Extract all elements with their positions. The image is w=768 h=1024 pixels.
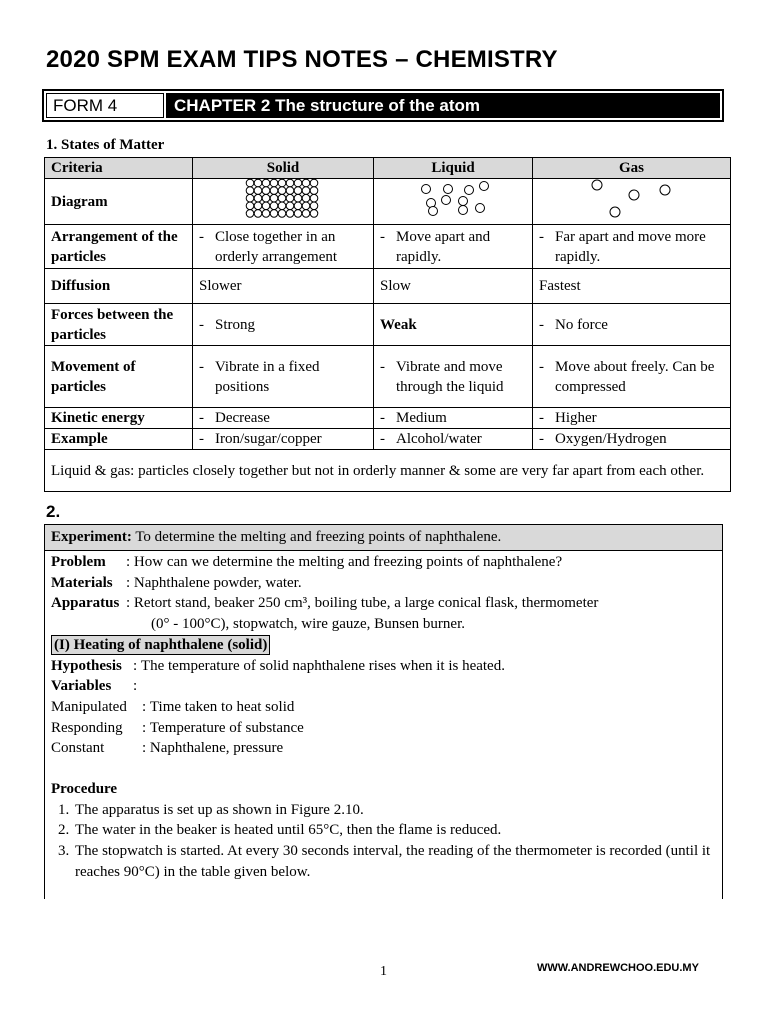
solid-particle <box>254 202 262 210</box>
solid-particle <box>286 202 294 210</box>
document-title: 2020 SPM EXAM TIPS NOTES – CHEMISTRY <box>46 46 558 73</box>
row-label: Movement of particles <box>45 346 193 408</box>
section-number-2: 2. <box>46 502 61 521</box>
table-cell: - Strong <box>193 304 374 346</box>
table-note: Liquid & gas: particles closely together but not in orderly manner & some are very far apart from each other. <box>45 450 731 492</box>
solid-particle <box>270 202 278 210</box>
table-cell: Weak <box>374 304 533 346</box>
form-label: FORM 4 <box>46 93 164 118</box>
apparatus-text: Retort stand, beaker 250 cm³, boiling tube, a large conical flask, thermometer <box>133 595 599 612</box>
chapter-title: CHAPTER 2 The structure of the atom <box>166 93 720 118</box>
manipulated-label: Manipulated <box>51 698 127 715</box>
solid-particle <box>262 187 270 195</box>
procedure-step: 3. The stopwatch is started. At every 30 seconds interval, the reading of the thermometer is recorded (until it reaches 90°C) in the table given below. <box>73 841 716 882</box>
solid-particle <box>254 187 262 195</box>
solid-particle <box>294 202 302 210</box>
table-cell: Fastest <box>533 269 731 304</box>
apparatus-line: Apparatus : Retort stand, beaker 250 cm³, boiling tube, a large conical flask, thermometer <box>51 593 716 614</box>
hypothesis-label: Hypothesis <box>51 657 122 674</box>
experiment-box <box>44 524 723 899</box>
column-header: Solid <box>193 158 374 179</box>
subheading-line <box>51 635 716 656</box>
responding-line: Responding : Temperature of substance <box>51 718 716 739</box>
table-cell: - Medium <box>374 408 533 429</box>
table-cell: - Iron/sugar/copper <box>193 429 374 450</box>
solid-particle <box>302 179 310 187</box>
solid-particle <box>246 210 254 218</box>
row-label: Diffusion <box>45 269 193 304</box>
experiment-body <box>45 551 722 884</box>
table-cell: - Move about freely. Can be compressed <box>533 346 731 408</box>
solid-particle <box>310 179 318 187</box>
table-cell: - Move apart and rapidly. <box>374 225 533 269</box>
table-row <box>45 304 731 346</box>
table-cell: - Alcohol/water <box>374 429 533 450</box>
constant-text: Naphthalene, pressure <box>149 740 284 757</box>
chapter-bar <box>42 89 724 122</box>
solid-particle <box>302 194 310 202</box>
apparatus-line-2: (0° - 100°C), stopwatch, wire gauze, Bunsen burner. <box>151 616 466 633</box>
solid-particle <box>294 210 302 218</box>
solid-particle <box>278 210 286 218</box>
materials-label: Materials <box>51 574 113 591</box>
variables-line: Variables : <box>51 676 716 697</box>
solid-particle <box>246 179 254 187</box>
solid-particle <box>278 194 286 202</box>
procedure-heading: Procedure <box>51 781 118 798</box>
row-label: Kinetic energy <box>45 408 193 429</box>
solid-particle <box>254 210 262 218</box>
problem-line: Problem : How can we determine the melting and freezing points of naphthalene? <box>51 552 716 573</box>
solid-particle <box>278 179 286 187</box>
solid-particles-diagram-image <box>193 179 373 218</box>
liquid-particles-diagram-image <box>374 179 532 218</box>
solid-particle <box>286 210 294 218</box>
solid-particle <box>246 194 254 202</box>
responding-label: Responding <box>51 719 123 736</box>
table-cell: - No force <box>533 304 731 346</box>
liquid-particles-diagram <box>374 179 533 225</box>
materials-line: Materials : Naphthalene powder, water. <box>51 573 716 594</box>
constant-label: Constant <box>51 740 105 757</box>
table-cell: - Vibrate in a fixed positions <box>193 346 374 408</box>
website-footer: WWW.ANDREWCHOO.EDU.MY <box>537 962 699 974</box>
solid-particle <box>286 194 294 202</box>
states-of-matter-table <box>44 157 731 492</box>
solid-particle <box>270 194 278 202</box>
variables-label: Variables <box>51 678 112 695</box>
procedure-step: 2. The water in the beaker is heated until 65°C, then the flame is reduced. <box>73 820 716 841</box>
solid-particle <box>302 210 310 218</box>
table-cell: Slower <box>193 269 374 304</box>
experiment-title: To determine the melting and freezing points of naphthalene. <box>135 529 502 545</box>
row-label: Diagram <box>45 179 193 225</box>
solid-particle <box>302 187 310 195</box>
table-cell: - Oxygen/Hydrogen <box>533 429 731 450</box>
solid-particles-diagram <box>193 179 374 225</box>
table-row <box>45 179 731 225</box>
row-label: Example <box>45 429 193 450</box>
materials-text: Naphthalene powder, water. <box>133 574 302 591</box>
solid-particle <box>246 202 254 210</box>
problem-label: Problem <box>51 554 106 570</box>
solid-particle <box>278 202 286 210</box>
solid-particle <box>310 187 318 195</box>
gas-particles-diagram-image <box>533 179 730 218</box>
solid-particle <box>262 194 270 202</box>
table-row <box>45 225 731 269</box>
table-row <box>45 429 731 450</box>
solid-particle <box>294 179 302 187</box>
solid-particle <box>270 210 278 218</box>
procedure-list <box>51 800 716 883</box>
problem-text: How can we determine the melting and freezing points of naphthalene? <box>133 554 563 570</box>
procedure-step: 1. The apparatus is set up as shown in Figure 2.10. <box>73 800 716 821</box>
solid-particle <box>310 194 318 202</box>
table-cell: - Far apart and move more rapidly. <box>533 225 731 269</box>
solid-particle <box>310 210 318 218</box>
hypothesis-line: Hypothesis : The temperature of solid naphthalene rises when it is heated. <box>51 656 716 677</box>
table-header-row <box>45 158 731 179</box>
solid-particle <box>302 202 310 210</box>
solid-particle <box>270 179 278 187</box>
table-cell: - Decrease <box>193 408 374 429</box>
solid-particle <box>262 179 270 187</box>
solid-particle <box>262 210 270 218</box>
hypothesis-text: The temperature of solid naphthalene rises when it is heated. <box>140 657 505 674</box>
solid-particle <box>254 179 262 187</box>
section-heading-states: 1. States of Matter <box>46 137 165 153</box>
heating-subheading: (I) Heating of naphthalene (solid) <box>51 635 270 655</box>
row-label: Arrangement of the particles <box>45 225 193 269</box>
manipulated-text: Time taken to heat solid <box>149 698 295 715</box>
solid-particle <box>286 187 294 195</box>
table-row <box>45 269 731 304</box>
manipulated-line: Manipulated : Time taken to heat solid <box>51 697 716 718</box>
solid-particle <box>270 187 278 195</box>
solid-particle <box>262 202 270 210</box>
table-cell: - Higher <box>533 408 731 429</box>
table-row <box>45 346 731 408</box>
table-cell: - Close together in an orderly arrangement <box>193 225 374 269</box>
table-cell: Slow <box>374 269 533 304</box>
apparatus-label: Apparatus <box>51 595 120 612</box>
table-row <box>45 408 731 429</box>
solid-particle <box>278 187 286 195</box>
solid-particle <box>294 194 302 202</box>
table-cell: - Vibrate and move through the liquid <box>374 346 533 408</box>
solid-particle <box>310 202 318 210</box>
experiment-header <box>45 525 722 551</box>
responding-text: Temperature of substance <box>149 719 304 736</box>
experiment-label: Experiment: <box>51 529 132 545</box>
row-label: Forces between the particles <box>45 304 193 346</box>
gas-particles-diagram <box>533 179 731 225</box>
solid-particle <box>294 187 302 195</box>
column-header: Liquid <box>374 158 533 179</box>
table-note-row <box>45 450 731 492</box>
column-header: Criteria <box>45 158 193 179</box>
solid-particle <box>246 187 254 195</box>
constant-line: Constant : Naphthalene, pressure <box>51 738 716 759</box>
page-number: 1 <box>380 964 387 979</box>
solid-particle <box>254 194 262 202</box>
solid-particle <box>286 179 294 187</box>
column-header: Gas <box>533 158 731 179</box>
